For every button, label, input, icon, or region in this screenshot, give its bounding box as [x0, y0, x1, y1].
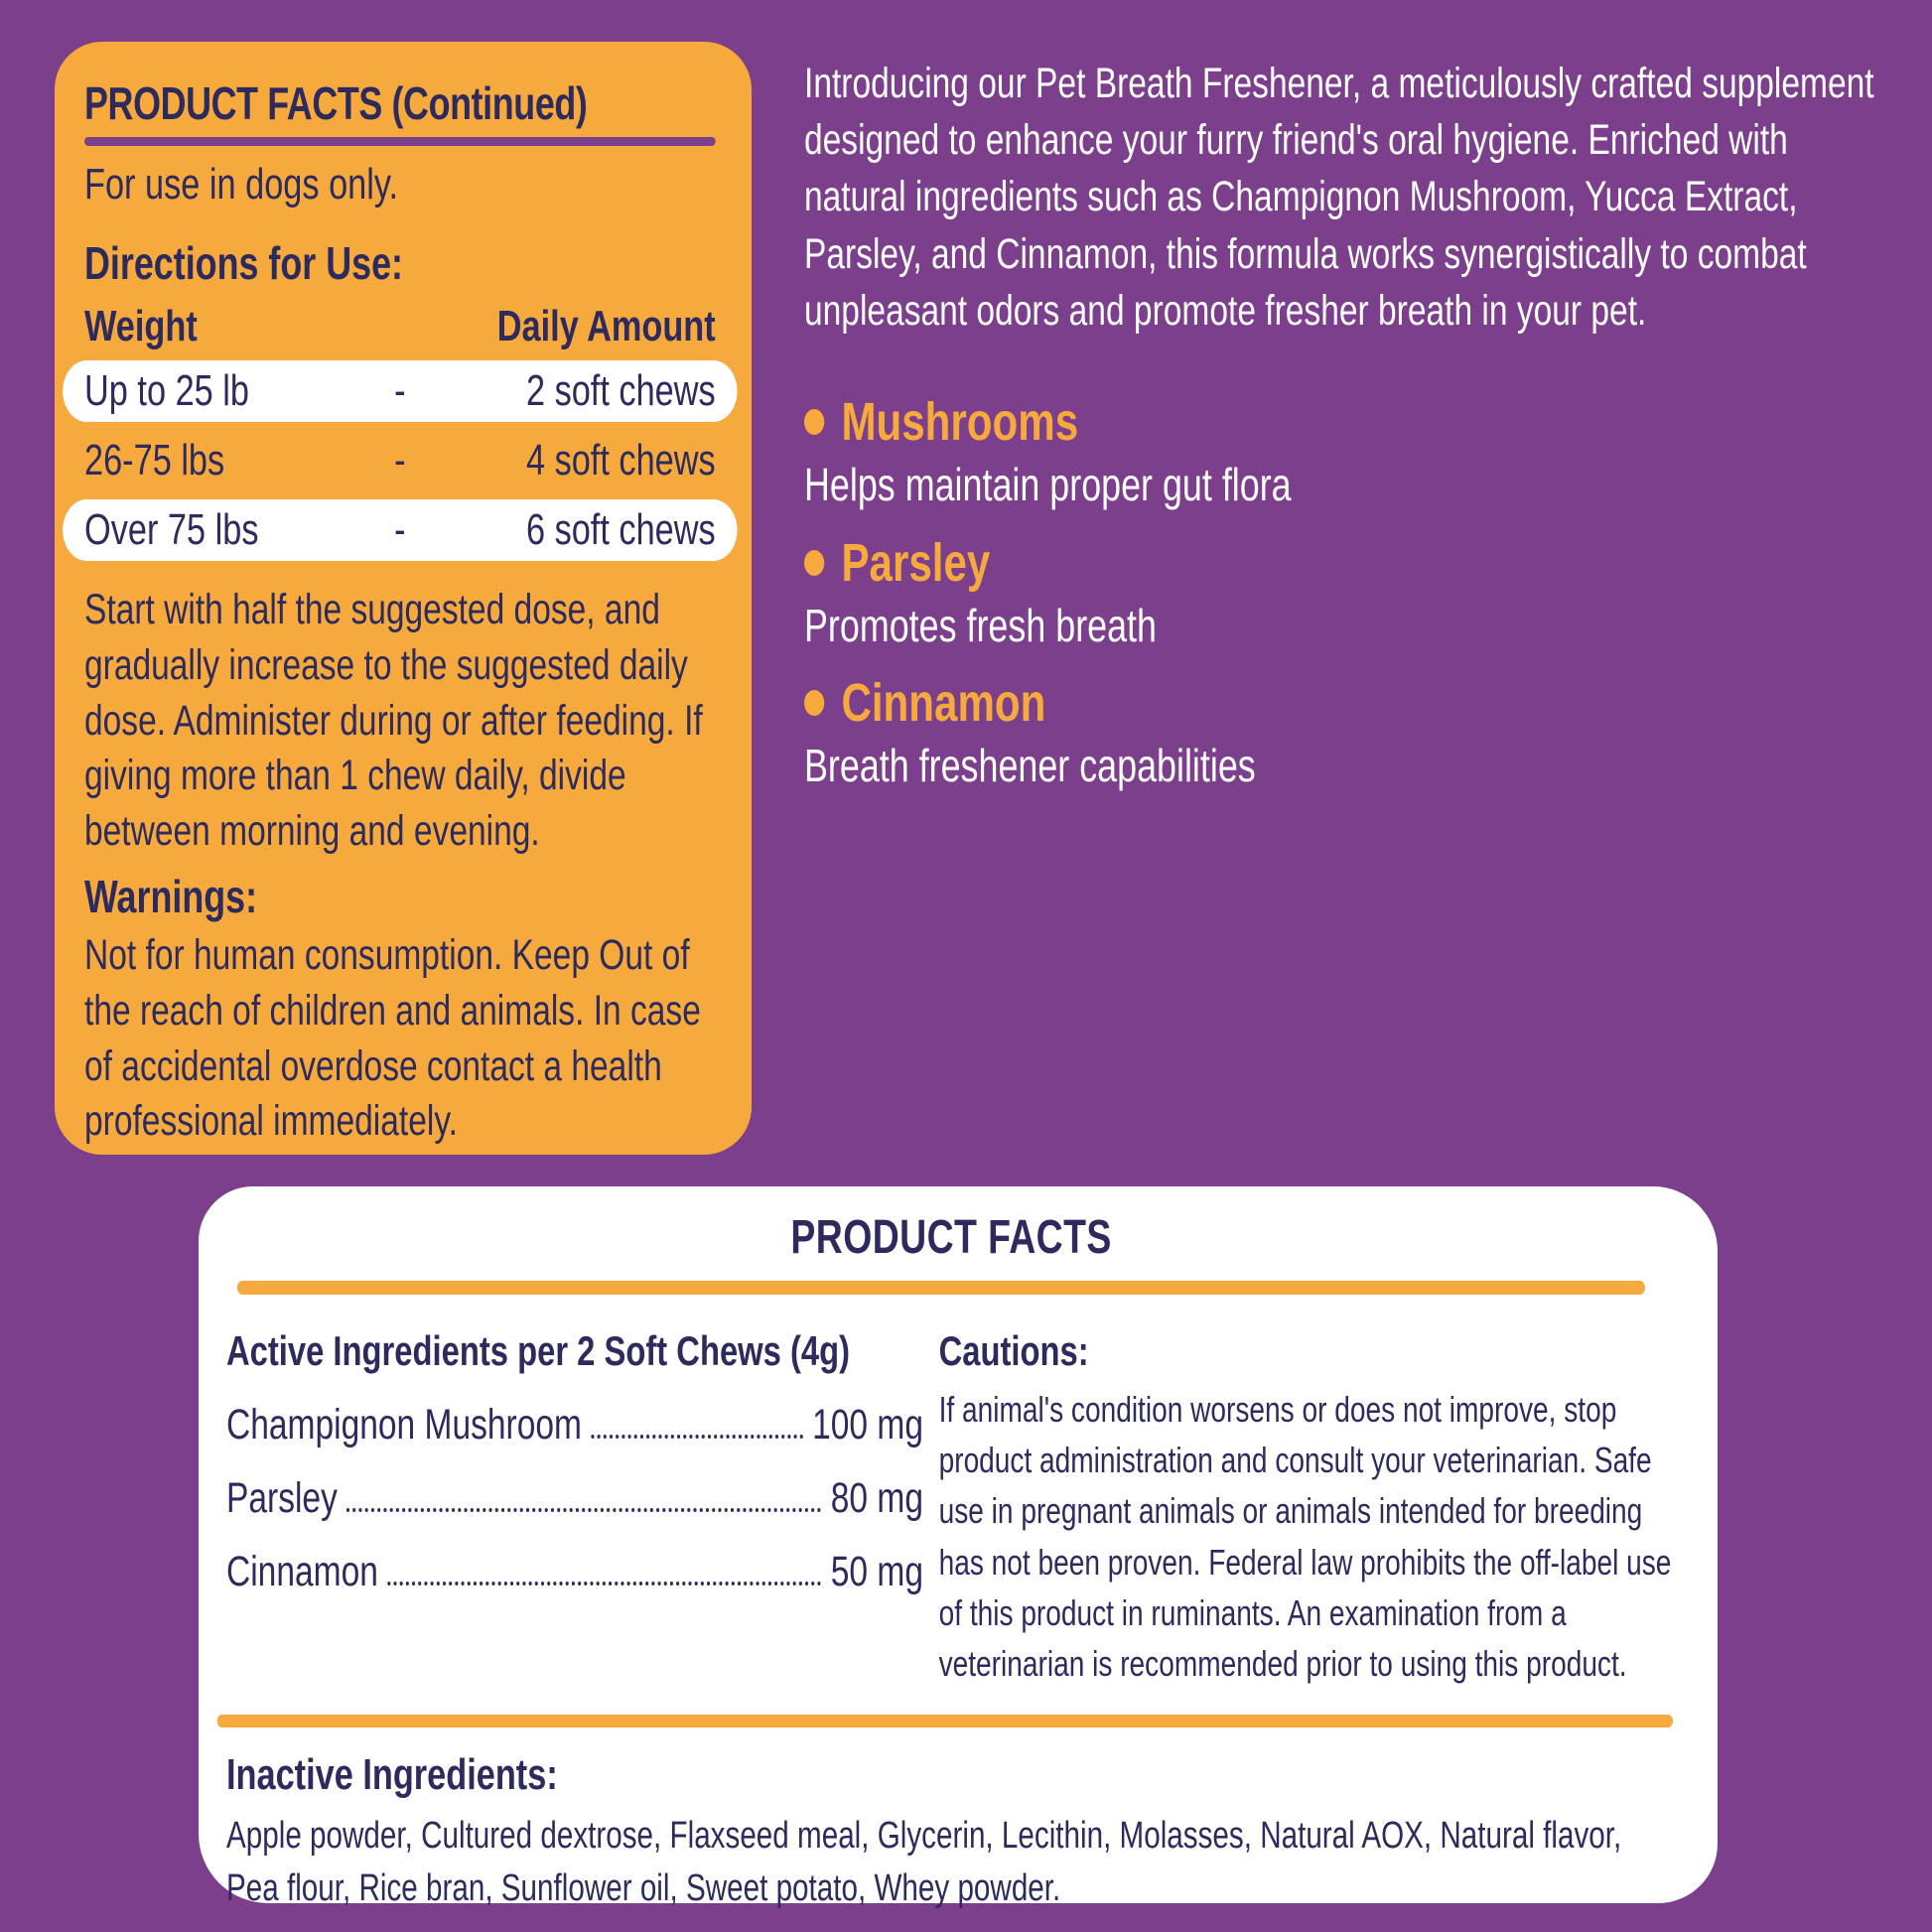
product-facts-continued-panel [55, 42, 752, 1155]
table-row [63, 360, 737, 422]
bullet-heading-row [804, 532, 1891, 594]
cautions-column [939, 1326, 1677, 1689]
ingredient-name: Parsley [226, 1474, 338, 1523]
daily-amount-column-header: Daily Amount [496, 301, 716, 350]
facts-columns [226, 1326, 1676, 1689]
list-item [804, 672, 1891, 795]
amount-cell: 4 soft chews [525, 435, 716, 484]
dotted-leader [346, 1508, 821, 1512]
table-row [226, 1401, 923, 1449]
weight-column-header: Weight [84, 301, 198, 350]
panel-title: PRODUCT FACTS [790, 1211, 1112, 1264]
ingredient-name: Champignon Mushroom [226, 1401, 582, 1449]
dosing-table-header [63, 301, 737, 352]
bullet-dot-icon [804, 550, 824, 576]
ingredient-amount: 50 mg [830, 1548, 923, 1596]
warnings-text: Not for human consumption. Keep Out of the reach of children and animals. In case of accidental overdose contact a health professional immediately. [84, 930, 701, 1146]
active-ingredients-column [226, 1326, 923, 1689]
dash-separator: - [394, 365, 406, 415]
divider-rule [217, 1715, 1673, 1727]
table-row [226, 1474, 923, 1523]
ingredient-amount: 80 mg [830, 1474, 923, 1523]
divider-rule [237, 1281, 1645, 1295]
product-facts-content [226, 1212, 1676, 1915]
product-facts-continued-content [84, 79, 716, 1150]
bullet-ingredient-name: Cinnamon [841, 673, 1046, 734]
intro-paragraph: Introducing our Pet Breath Freshener, a meticulously crafted supplement designed to enhance your furry friend's oral hygiene. Enriched with natural ingredients such as Champignon Mushroom, Yucca Extract, Parsley, and Cinnamon, this formula works synergistically to combat unpleasant odors and promote fresher breath in your pet. [804, 60, 1874, 335]
bullet-heading-row [804, 672, 1891, 734]
dotted-leader [387, 1582, 821, 1586]
cautions-heading: Cautions: [938, 1326, 1089, 1374]
table-row [63, 499, 737, 561]
bullet-ingredient-name: Mushrooms [841, 391, 1079, 452]
ingredient-name: Cinnamon [226, 1548, 378, 1596]
bullet-ingredient-benefit: Helps maintain proper gut flora [804, 459, 1292, 511]
amount-cell: 6 soft chews [525, 504, 716, 554]
panel-title: PRODUCT FACTS (Continued) [84, 77, 588, 129]
bullet-ingredient-name: Parsley [841, 532, 991, 593]
ingredient-bullet-list [804, 391, 1891, 795]
dosing-note: Start with half the suggested dose, and gradually increase to the suggested daily dose. Administer during or after feeding. If giving more than 1 chew daily, divide between morning and evening. [84, 585, 703, 856]
list-item [804, 532, 1891, 655]
weight-cell: 26-75 lbs [84, 435, 225, 484]
product-facts-panel [199, 1186, 1718, 1909]
active-ingredients-heading: Active Ingredients per 2 Soft Chews (4g) [226, 1326, 851, 1374]
dotted-leader [591, 1435, 802, 1439]
bullet-dot-icon [804, 690, 824, 716]
inactive-ingredients-heading: Inactive Ingredients: [226, 1749, 558, 1799]
dash-separator: - [394, 435, 406, 484]
dash-separator: - [394, 504, 406, 554]
title-underline-rule [84, 137, 716, 146]
table-row [63, 430, 737, 491]
directions-heading: Directions for Use: [84, 237, 403, 290]
bullet-dot-icon [804, 409, 824, 435]
dosing-table [84, 301, 716, 561]
for-use-text: For use in dogs only. [84, 160, 399, 209]
marketing-copy-column [804, 56, 1896, 813]
warnings-heading: Warnings: [84, 871, 258, 923]
weight-cell: Over 75 lbs [84, 504, 259, 554]
marketing-copy-content [804, 56, 1891, 795]
bullet-heading-row [804, 391, 1891, 453]
table-row [226, 1548, 923, 1596]
ingredient-amount: 100 mg [812, 1401, 923, 1449]
amount-cell: 2 soft chews [525, 365, 716, 415]
list-item [804, 391, 1891, 514]
cautions-text: If animal's condition worsens or does not improve, stop product administration and consult your veterinarian. Safe use in pregnant animals or animals intended for breeding has not been proven. Federal law prohibits the off-label use of this product in ruminants. An examination from a veterinarian is recommended prior to using this product. [938, 1389, 1672, 1684]
weight-cell: Up to 25 lb [84, 365, 249, 415]
inactive-ingredients-text: Apple powder, Cultured dextrose, Flaxseed meal, Glycerin, Lecithin, Molasses, Natural AOX, Natural flavor, Pea flour, Rice bran, Sunflower oil, Sweet potato, Whey powder. [226, 1814, 1622, 1909]
bullet-ingredient-benefit: Promotes fresh breath [804, 599, 1157, 651]
bullet-ingredient-benefit: Breath freshener capabilities [804, 740, 1256, 792]
